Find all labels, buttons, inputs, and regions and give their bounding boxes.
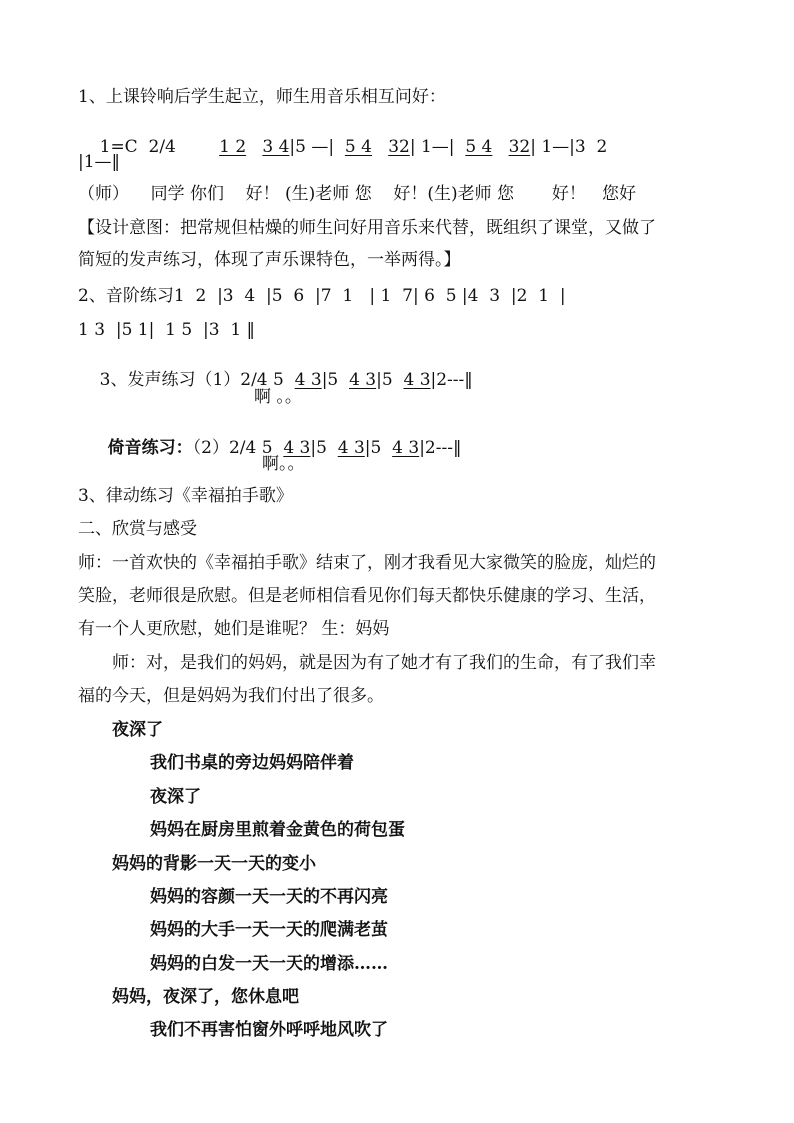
note-group: 4 3 bbox=[337, 438, 365, 458]
grace-note-label: 倚音练习： bbox=[107, 438, 193, 458]
paragraph-line: 有一个人更欣慰，她们是谁呢？ 生：妈妈 bbox=[78, 619, 390, 639]
note-group: 4 3 bbox=[294, 370, 322, 390]
scale-practice-line-1: 2、音阶练习1 2 |3 4 |5 6 |7 1 | 1 7| 6 5 |4 3 |2 1 | bbox=[78, 286, 566, 306]
poem-line: 妈妈的容颜一天一天的不再闪亮 bbox=[150, 887, 388, 907]
time-signature: 2/4 bbox=[148, 137, 176, 157]
greeting-lyrics: （师） 同学 你们 好！ (生)老师 您 好！(生)老师 您 好！ 您好 bbox=[78, 184, 637, 204]
grace-note-lyric: 啊。。 bbox=[262, 454, 305, 474]
vocal-practice-lyric: 啊 。。 bbox=[254, 387, 302, 407]
poem-line: 妈妈在厨房里煎着金黄色的荷包蛋 bbox=[150, 820, 405, 840]
notation-segment: |5 bbox=[310, 438, 338, 458]
note-group: 32 bbox=[388, 137, 410, 157]
design-intent-line-2: 简短的发声练习，体现了声乐课特色，一举两得。】 bbox=[78, 250, 461, 270]
note-group: 4 3 bbox=[392, 438, 420, 458]
notation-segment: |5 bbox=[376, 370, 404, 390]
note-group: 4 3 bbox=[349, 370, 377, 390]
key-signature: 1=C bbox=[99, 137, 138, 157]
notation-segment: |5 bbox=[321, 370, 350, 390]
notation-segment: （2）2/4 5 bbox=[192, 438, 284, 458]
note-group: 1 2 bbox=[219, 137, 247, 157]
note-group: 4 3 bbox=[403, 370, 431, 390]
paragraph-line: 师：对，是我们的妈妈，就是因为有了她才有了我们的生命，有了我们幸 bbox=[112, 653, 656, 673]
note-group: 5 4 bbox=[465, 137, 493, 157]
section-heading: 二、欣赏与感受 bbox=[78, 519, 197, 539]
rhythm-practice-heading: 3、律动练习《幸福拍手歌》 bbox=[78, 486, 293, 506]
notation-segment: |5 —| bbox=[289, 137, 335, 157]
poem-line: 妈妈，夜深了，您休息吧 bbox=[112, 987, 299, 1007]
poem-line: 我们书桌的旁边妈妈陪伴着 bbox=[150, 753, 354, 773]
poem-line: 妈妈的白发一天一天的增添…… bbox=[150, 954, 388, 974]
note-group: 32 bbox=[508, 137, 531, 157]
greeting-notation bbox=[78, 122, 607, 173]
notation-segment: |5 bbox=[364, 438, 393, 458]
notation-segment: | 1—| bbox=[409, 137, 455, 157]
note-group: 3 4 bbox=[262, 137, 290, 157]
notation-segment: 3、发声练习（1）2/4 5 bbox=[99, 370, 295, 390]
paragraph-line: 笑脸，老师很是欣慰。但是老师相信看见你们每天都快乐健康的学习、生活， bbox=[78, 586, 656, 606]
poem-line: 我们不再害怕窗外呼呼地风吹了 bbox=[150, 1020, 388, 1040]
scale-practice-line-2: 1 3 |5 1| 1 5 |3 1 ‖ bbox=[78, 320, 256, 340]
poem-line: 夜深了 bbox=[150, 787, 201, 807]
poem-line: 夜深了 bbox=[112, 720, 163, 740]
note-group: 4 3 bbox=[283, 438, 311, 458]
note-group: 5 4 bbox=[344, 137, 372, 157]
poem-line: 妈妈的背影一天一天的变小 bbox=[112, 854, 316, 874]
notation-segment: |2---‖ bbox=[430, 370, 473, 390]
design-intent-line-1: 【设计意图：把常规但枯燥的师生问好用音乐来代替，既组织了课堂，又做了 bbox=[78, 218, 656, 238]
notation-segment: | 1—|3 2 bbox=[530, 137, 608, 157]
greeting-notation-end: |1—‖ bbox=[78, 152, 121, 172]
paragraph-line: 师：一首欢快的《幸福拍手歌》结束了，刚才我看见大家微笑的脸庞，灿烂的 bbox=[78, 553, 656, 573]
greeting-heading: 1、上课铃响后学生起立，师生用音乐相互问好： bbox=[78, 87, 446, 107]
poem-line: 妈妈的大手一天一天的爬满老茧 bbox=[150, 920, 388, 940]
notation-segment: |2---‖ bbox=[419, 438, 462, 458]
paragraph-line: 福的今天，但是妈妈为我们付出了很多。 bbox=[78, 686, 384, 706]
